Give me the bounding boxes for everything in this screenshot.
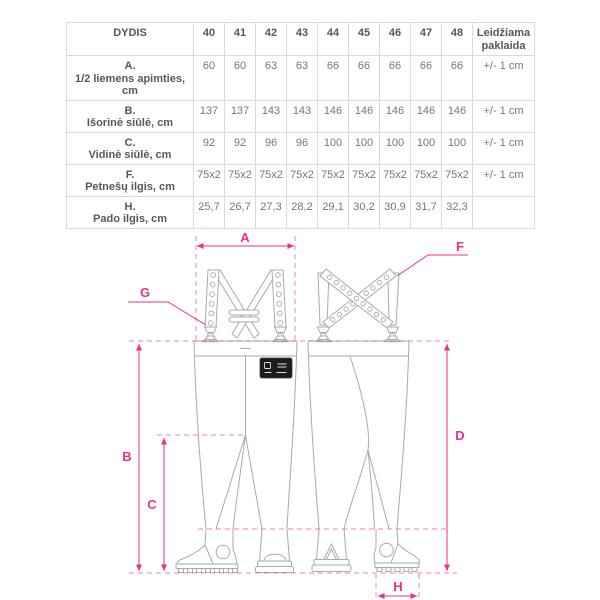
back-right-boot [374, 529, 419, 572]
back-right-buckle [385, 327, 400, 342]
size-value: 75x2 [287, 164, 318, 196]
front-right-suspender-strap [272, 270, 286, 327]
size-value: 100 [349, 132, 380, 164]
size-value: 137 [194, 100, 225, 132]
strap-adjuster [229, 310, 259, 315]
row-title: Pado ilgis, cm [93, 213, 167, 225]
size-value: 92 [225, 132, 256, 164]
size-value: 96 [287, 132, 318, 164]
tolerance-value: +/- 1 cm [473, 100, 535, 132]
size-value: 63 [287, 56, 318, 101]
column-header-40: 40 [194, 23, 225, 56]
size-value: 146 [442, 100, 473, 132]
tolerance-value [473, 196, 535, 228]
size-value: 31,7 [411, 196, 442, 228]
size-value: 137 [225, 100, 256, 132]
size-value: 66 [411, 56, 442, 101]
size-value: 66 [380, 56, 411, 101]
header-row [67, 23, 535, 56]
row-header-a [67, 56, 194, 101]
front-left-boot [176, 529, 238, 573]
size-value: 28,2 [287, 196, 318, 228]
row-header-h [67, 196, 194, 228]
boot-ankle-circle [380, 543, 394, 557]
front-left-suspender-strap [205, 270, 219, 327]
dim-label-f: F [456, 239, 464, 254]
size-value: 143 [287, 100, 318, 132]
row-code: A. [124, 60, 136, 72]
tolerance-value: +/- 1 cm [473, 132, 535, 164]
size-value: 100 [442, 132, 473, 164]
tolerance-value: +/- 1 cm [473, 56, 535, 101]
size-value: 27,3 [256, 196, 287, 228]
column-header-44: 44 [318, 23, 349, 56]
dim-label-d: D [455, 428, 465, 443]
size-value: 75x2 [380, 164, 411, 196]
dim-label-h: H [393, 579, 403, 594]
size-value: 30,9 [380, 196, 411, 228]
table-row-f [67, 164, 535, 196]
dim-label-a: A [240, 230, 250, 245]
size-value: 146 [349, 100, 380, 132]
size-value: 75x2 [318, 164, 349, 196]
size-value: 26,7 [225, 196, 256, 228]
dim-label-b: B [122, 449, 132, 464]
size-value: 30,2 [349, 196, 380, 228]
back-left-buckle [316, 327, 331, 342]
front-left-buckle [203, 327, 218, 342]
size-value: 146 [318, 100, 349, 132]
size-value: 146 [411, 100, 442, 132]
size-value: 100 [380, 132, 411, 164]
row-title: 1/2 liemens apimties, cm [74, 72, 186, 97]
row-header-f [67, 164, 194, 196]
row-title: Išorinė siūlė, cm [86, 117, 174, 129]
column-header-size: DYDIS [67, 23, 194, 56]
back-left-boot [312, 529, 351, 572]
size-value: 29,1 [318, 196, 349, 228]
size-value: 75x2 [194, 164, 225, 196]
column-header-43: 43 [287, 23, 318, 56]
row-header-c [67, 132, 194, 164]
tolerance-value: +/- 1 cm [473, 164, 535, 196]
table-row-b [67, 100, 535, 132]
column-header-46: 46 [380, 23, 411, 56]
brand-label-patch [260, 358, 292, 378]
size-value: 100 [318, 132, 349, 164]
size-value: 32,3 [442, 196, 473, 228]
column-header-45: 45 [349, 23, 380, 56]
row-code: C. [124, 136, 136, 149]
row-code: H. [124, 200, 136, 213]
back-body-outline [308, 341, 409, 529]
back-wader-drawing [308, 269, 419, 572]
size-value: 146 [380, 100, 411, 132]
row-title: Vidinė siūlė, cm [88, 149, 172, 161]
size-value: 75x2 [225, 164, 256, 196]
dimension-annotations [122, 230, 468, 598]
size-value: 66 [318, 56, 349, 101]
size-value: 63 [256, 56, 287, 101]
leader-line-f [397, 255, 468, 276]
strap-adjuster [229, 317, 259, 322]
size-value: 25,7 [194, 196, 225, 228]
size-value: 75x2 [411, 164, 442, 196]
front-right-buckle [273, 327, 288, 342]
size-value: 66 [349, 56, 380, 101]
boot-ankle-circle [216, 545, 230, 559]
size-value: 75x2 [349, 164, 380, 196]
row-code: B. [124, 104, 136, 117]
row-header-b [67, 100, 194, 132]
table-row-h [67, 196, 535, 228]
row-title: Petnešų ilgis, cm [85, 181, 175, 193]
front-wader-drawing [176, 270, 297, 573]
column-header-48: 48 [442, 23, 473, 56]
size-value: 66 [442, 56, 473, 101]
row-code: F. [125, 168, 135, 181]
waders-measurement-diagram [0, 228, 600, 600]
size-value: 92 [194, 132, 225, 164]
table-row-a [67, 56, 535, 101]
column-header-tolerance: Leidžiama paklaida [473, 23, 535, 56]
front-cross-straps [215, 270, 276, 338]
size-value: 75x2 [442, 164, 473, 196]
dim-label-c: C [147, 497, 157, 512]
size-value: 143 [256, 100, 287, 132]
size-value: 60 [225, 56, 256, 101]
front-right-boot [256, 529, 294, 573]
column-header-41: 41 [225, 23, 256, 56]
size-value: 96 [256, 132, 287, 164]
size-chart-table [66, 22, 535, 229]
column-header-42: 42 [256, 23, 287, 56]
size-value: 100 [411, 132, 442, 164]
dim-label-g: G [139, 285, 151, 300]
leader-line-g [128, 302, 206, 325]
column-header-47: 47 [411, 23, 442, 56]
size-value: 75x2 [256, 164, 287, 196]
size-value: 60 [194, 56, 225, 101]
table-row-c [67, 132, 535, 164]
